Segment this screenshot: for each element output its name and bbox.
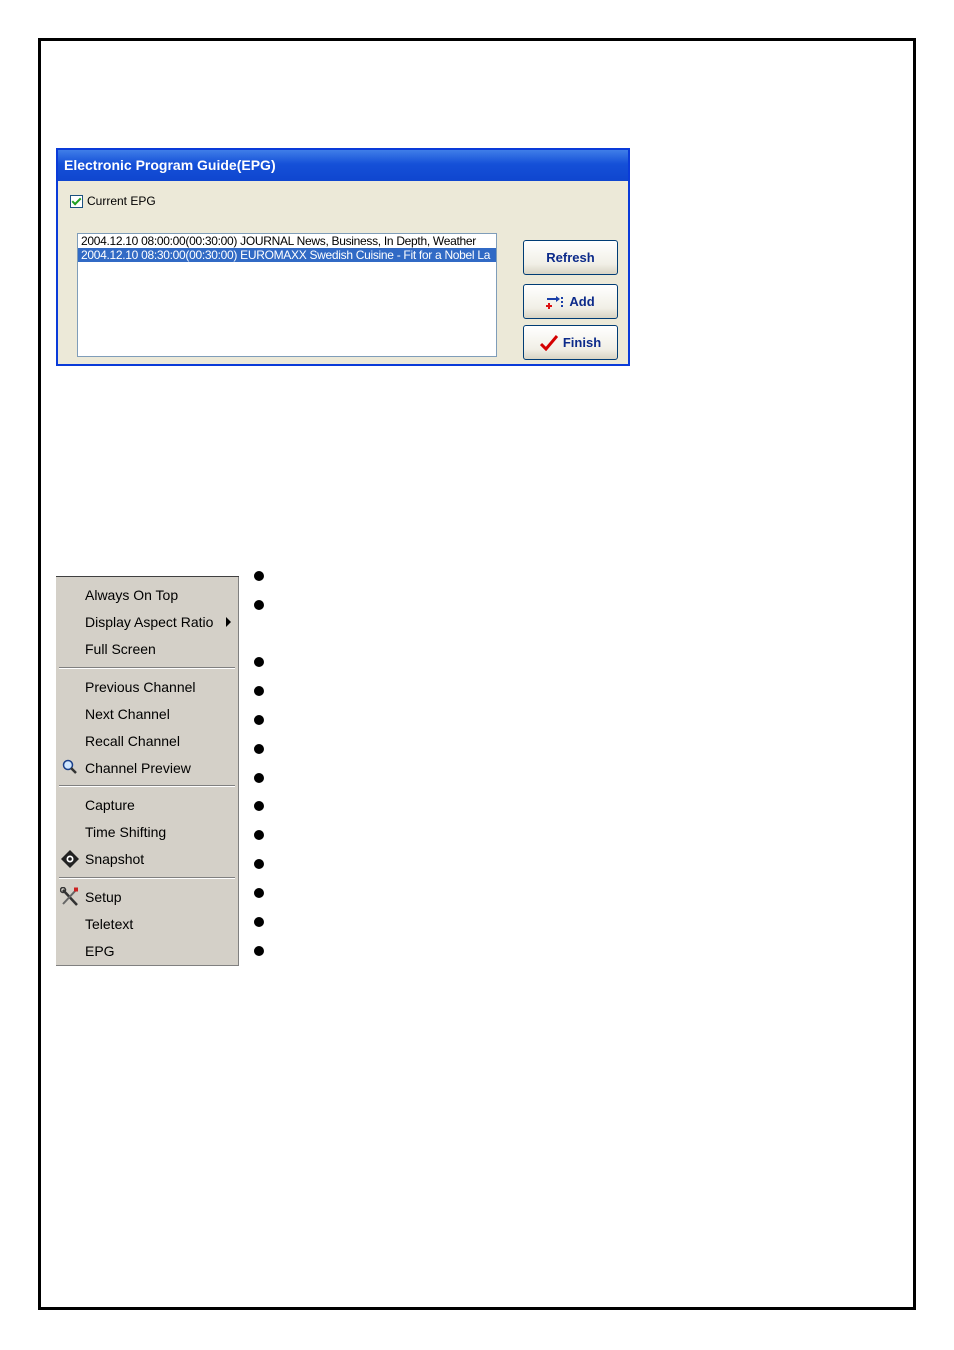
bullet-icon bbox=[254, 830, 264, 840]
menu-item-snapshot[interactable] bbox=[56, 847, 239, 871]
finish-label: Finish bbox=[562, 335, 602, 350]
menu-item-time-shifting[interactable] bbox=[56, 820, 239, 844]
menu-item-always-on-top[interactable] bbox=[56, 583, 239, 607]
bullet-icon bbox=[254, 859, 264, 869]
refresh-button[interactable] bbox=[523, 240, 618, 275]
menu-separator bbox=[59, 667, 235, 669]
menu-item-label: Always On Top bbox=[85, 587, 179, 603]
bullet-icon bbox=[254, 946, 264, 956]
menu-item-channel-preview[interactable] bbox=[56, 756, 239, 780]
bullet-icon bbox=[254, 917, 264, 927]
list-item[interactable]: 2004.12.10 08:00:00(00:30:00) JOURNAL News, Business, In Depth, Weather bbox=[81, 234, 476, 248]
menu-item-label: Next Channel bbox=[85, 706, 170, 722]
menu-item-epg[interactable] bbox=[56, 939, 239, 963]
list-item-selected[interactable]: 2004.12.10 08:30:00(00:30:00) EUROMAXX Swedish Cuisine - Fit for a Nobel La bbox=[78, 248, 496, 262]
bullet-icon bbox=[254, 715, 264, 725]
menu-item-label: Display Aspect Ratio bbox=[85, 614, 214, 630]
menu-item-full-screen[interactable] bbox=[56, 637, 239, 661]
bullet-icon bbox=[254, 686, 264, 696]
submenu-arrow-icon bbox=[226, 617, 231, 627]
menu-item-display-aspect-ratio[interactable] bbox=[56, 610, 239, 634]
bullet-icon bbox=[254, 773, 264, 783]
menu-separator bbox=[59, 877, 235, 879]
add-icon bbox=[546, 294, 564, 310]
camera-icon bbox=[60, 849, 80, 869]
epg-dialog bbox=[56, 148, 630, 366]
menu-item-capture[interactable] bbox=[56, 793, 239, 817]
menu-item-setup[interactable] bbox=[56, 885, 239, 909]
add-label: Add bbox=[569, 294, 595, 309]
menu-item-previous-channel[interactable] bbox=[56, 675, 239, 699]
tools-icon bbox=[60, 887, 80, 907]
finish-button[interactable] bbox=[523, 325, 618, 360]
menu-separator bbox=[59, 785, 235, 787]
bullet-icon bbox=[254, 744, 264, 754]
menu-item-label: Channel Preview bbox=[85, 760, 191, 776]
current-epg-checkbox[interactable] bbox=[70, 194, 156, 208]
epg-listbox[interactable] bbox=[77, 233, 497, 357]
menu-item-label: Teletext bbox=[85, 916, 134, 932]
dialog-title: Electronic Program Guide(EPG) bbox=[58, 150, 628, 181]
refresh-label: Refresh bbox=[546, 250, 595, 265]
bullet-icon bbox=[254, 600, 264, 610]
bullet-icon bbox=[254, 801, 264, 811]
menu-item-recall-channel[interactable] bbox=[56, 729, 239, 753]
checkbox-checked-icon[interactable] bbox=[70, 195, 83, 208]
checkmark-icon bbox=[540, 335, 558, 351]
menu-item-label: Setup bbox=[85, 889, 122, 905]
menu-item-label: Full Screen bbox=[85, 641, 156, 657]
add-button[interactable] bbox=[523, 284, 618, 319]
menu-item-label: Time Shifting bbox=[85, 824, 167, 840]
bullet-icon bbox=[254, 571, 264, 581]
magnifier-icon bbox=[60, 758, 80, 778]
context-menu bbox=[56, 577, 239, 966]
checkbox-label: Current EPG bbox=[87, 194, 156, 208]
menu-item-label: EPG bbox=[85, 943, 115, 959]
menu-item-teletext[interactable] bbox=[56, 912, 239, 936]
menu-item-label: Recall Channel bbox=[85, 733, 180, 749]
menu-item-label: Snapshot bbox=[85, 851, 145, 867]
bullet-icon bbox=[254, 657, 264, 667]
menu-item-label: Capture bbox=[85, 797, 135, 813]
menu-item-next-channel[interactable] bbox=[56, 702, 239, 726]
bullet-icon bbox=[254, 888, 264, 898]
menu-item-label: Previous Channel bbox=[85, 679, 196, 695]
